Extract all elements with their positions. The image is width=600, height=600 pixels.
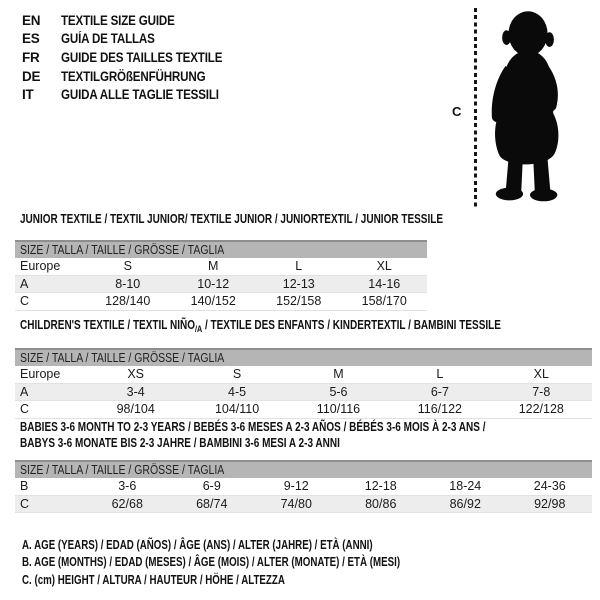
table-row — [15, 401, 592, 419]
size-cell: 6-9 — [170, 478, 255, 495]
size-row-label: A — [15, 383, 85, 401]
toddler-silhouette-icon — [486, 8, 572, 206]
size-cell: S — [85, 258, 171, 275]
guide-title-de: TEXTILGRÖßENFÜHRUNG — [61, 68, 206, 84]
size-header-label: SIZE / TALLA / TAILLE / GRÖSSE / TAGLIA — [20, 463, 225, 477]
size-table-header-bar — [15, 461, 592, 478]
table-row — [15, 258, 427, 275]
size-cell: 140/152 — [171, 293, 257, 311]
size-row-label: Europe — [15, 258, 85, 275]
size-row-label: B — [15, 478, 85, 495]
size-cell: XS — [85, 366, 186, 383]
size-cell: M — [171, 258, 257, 275]
size-cell: L — [389, 366, 490, 383]
size-cell: XL — [491, 366, 592, 383]
language-row — [22, 67, 249, 86]
size-row-label: C — [15, 495, 85, 513]
height-measure-label: C — [452, 104, 462, 119]
size-cell: 80/86 — [339, 495, 424, 513]
size-cell: 7-8 — [491, 383, 592, 401]
size-cell: 12-18 — [339, 478, 424, 495]
size-cell: 158/170 — [342, 293, 428, 311]
language-row — [22, 85, 249, 104]
language-code: IT — [22, 87, 34, 103]
size-cell: 68/74 — [170, 495, 255, 513]
children-section-heading — [20, 317, 592, 337]
language-code: ES — [22, 31, 40, 47]
size-cell: 104/110 — [186, 401, 287, 419]
children-heading-pre: CHILDREN'S TEXTILE / TEXTIL NIÑO — [20, 318, 195, 332]
size-cell: XL — [342, 258, 428, 275]
children-heading-post: / TEXTILE DES ENFANTS / KINDERTEXTIL / BAMBINI TESSILE — [202, 318, 501, 332]
language-code: EN — [22, 12, 41, 28]
children-section-heading-text — [20, 317, 501, 337]
table-row — [15, 495, 592, 513]
guide-title-en: TEXTILE SIZE GUIDE — [61, 12, 175, 28]
language-code: FR — [22, 49, 40, 65]
footnote-a: A. AGE (YEARS) / EDAD (AÑOS) / ÂGE (ANS) / ALTER (JAHRE) / ETÀ (ANNI) — [22, 538, 373, 552]
size-cell: 9-12 — [254, 478, 339, 495]
size-cell: 8-10 — [85, 275, 171, 293]
size-table-header-bar — [15, 349, 592, 366]
babies-heading-line2-text: BABYS 3-6 MONATE BIS 2-3 JAHRE / BAMBINI 3-6 MESI A 2-3 ANNI — [20, 436, 340, 450]
junior-size-table — [15, 240, 427, 311]
footnote-b: B. AGE (MONTHS) / EDAD (MESES) / ÂGE (MOIS) / ALTER (MONATE) / ETÀ (MESI) — [22, 555, 401, 570]
babies-heading-line1-text: BABIES 3-6 MONTH TO 2-3 YEARS / BEBÉS 3-6 MESES A 2-3 AÑOS / BÉBÉS 3-6 MOIS À 2-3 ANS / — [20, 420, 486, 434]
children-heading-subscript: /A — [194, 324, 203, 334]
size-header-label: SIZE / TALLA / TAILLE / GRÖSSE / TAGLIA — [20, 243, 225, 257]
babies-section-heading-line2 — [20, 435, 592, 451]
size-cell: 92/98 — [508, 495, 593, 513]
size-cell: 4-5 — [186, 383, 287, 401]
size-cell: 152/158 — [256, 293, 342, 311]
table-row — [15, 366, 592, 383]
size-cell: 110/116 — [288, 401, 389, 419]
size-row-label: A — [15, 275, 85, 293]
size-cell: 12-13 — [256, 275, 342, 293]
language-row — [22, 30, 249, 49]
size-cell: 24-36 — [508, 478, 593, 495]
size-cell: 3-6 — [85, 478, 170, 495]
size-cell: 18-24 — [423, 478, 508, 495]
size-cell: 74/80 — [254, 495, 339, 513]
children-size-table — [15, 348, 592, 419]
size-cell: 116/122 — [389, 401, 490, 419]
table-row — [15, 478, 592, 495]
size-cell: M — [288, 366, 389, 383]
language-code: DE — [22, 68, 41, 84]
size-cell: 6-7 — [389, 383, 490, 401]
size-cell: L — [256, 258, 342, 275]
table-row — [15, 383, 592, 401]
junior-section-heading — [20, 211, 444, 227]
size-cell: 10-12 — [171, 275, 257, 293]
language-row — [22, 11, 249, 30]
footnote-c: C. (cm) HEIGHT / ALTURA / HAUTEUR / HÖHE / ALTEZZA — [22, 572, 285, 587]
size-row-label: C — [15, 401, 85, 419]
size-cell: 128/140 — [85, 293, 171, 311]
language-title-list — [22, 11, 249, 104]
language-row — [22, 48, 249, 67]
size-header-label: SIZE / TALLA / TAILLE / GRÖSSE / TAGLIA — [20, 351, 225, 365]
section-babies-textile — [15, 419, 592, 513]
size-row-label: Europe — [15, 366, 85, 383]
guide-title-it: GUIDA ALLE TAGLIE TESSILI — [61, 87, 219, 103]
size-cell: 122/128 — [491, 401, 592, 419]
size-row-label: C — [15, 293, 85, 311]
guide-title-es: GUÍA DE TALLAS — [61, 31, 155, 47]
section-junior-textile — [15, 211, 444, 311]
junior-section-heading-text: JUNIOR TEXTILE / TEXTIL JUNIOR/ TEXTILE JUNIOR / JUNIORTEXTIL / JUNIOR TESSILE — [20, 212, 444, 226]
size-table-header-bar — [15, 241, 427, 258]
height-measure-dashed-line — [474, 8, 477, 209]
size-cell: 3-4 — [85, 383, 186, 401]
size-cell: 14-16 — [342, 275, 428, 293]
babies-size-table — [15, 460, 592, 513]
table-row — [15, 275, 427, 293]
size-cell: 5-6 — [288, 383, 389, 401]
table-row — [15, 293, 427, 311]
size-cell: S — [186, 366, 287, 383]
size-cell: 98/104 — [85, 401, 186, 419]
size-cell: 86/92 — [423, 495, 508, 513]
footnote-legend — [22, 537, 507, 589]
section-childrens-textile — [15, 317, 592, 419]
size-cell: 62/68 — [85, 495, 170, 513]
babies-section-heading-line1 — [20, 419, 592, 435]
guide-title-fr: GUIDE DES TAILLES TEXTILE — [61, 49, 223, 65]
